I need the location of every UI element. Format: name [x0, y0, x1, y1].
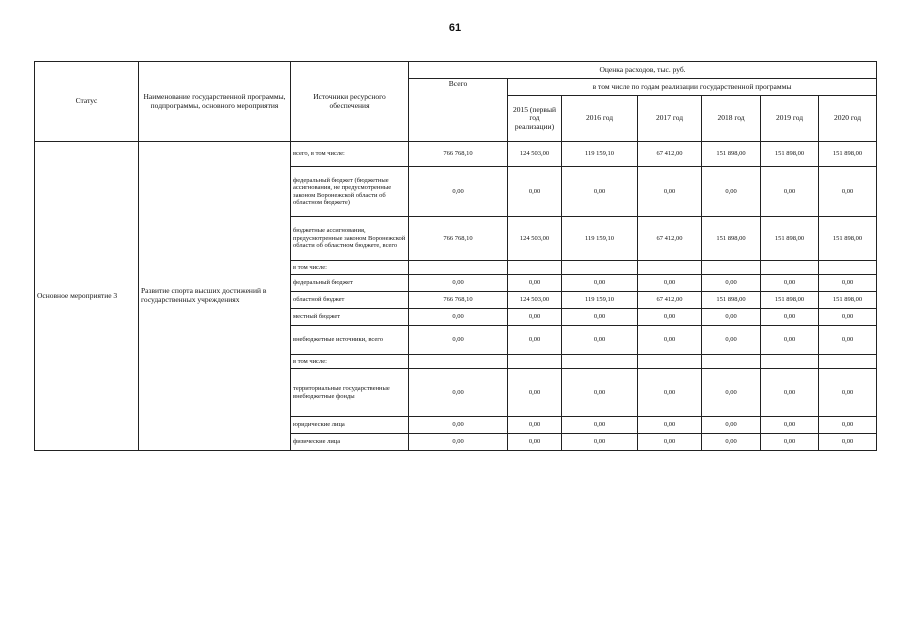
header-year: 2015 (первый год реализации)	[508, 96, 562, 142]
year-value-cell: 0,00	[638, 369, 702, 417]
year-value-cell: 151 898,00	[819, 292, 877, 309]
year-value-cell: 0,00	[562, 309, 638, 326]
year-value-cell: 119 159,10	[562, 217, 638, 261]
year-value-cell: 0,00	[819, 275, 877, 292]
year-value-cell: 0,00	[702, 417, 761, 434]
year-value-cell: 151 898,00	[761, 217, 819, 261]
year-value-cell: 0,00	[819, 309, 877, 326]
year-value-cell: 0,00	[761, 434, 819, 451]
source-cell: в том числе:	[291, 261, 409, 275]
year-value-cell: 0,00	[761, 309, 819, 326]
source-cell: в том числе:	[291, 355, 409, 369]
year-value-cell: 0,00	[819, 167, 877, 217]
year-value-cell: 0,00	[638, 326, 702, 355]
year-value-cell: 124 503,00	[508, 142, 562, 167]
year-value-cell: 0,00	[508, 167, 562, 217]
year-value-cell: 0,00	[638, 275, 702, 292]
header-status: Статус	[35, 62, 139, 142]
year-value-cell: 151 898,00	[819, 217, 877, 261]
year-value-cell: 0,00	[702, 309, 761, 326]
program-name-cell: Развитие спорта высших достижений в государственных учреждениях	[139, 142, 291, 451]
source-cell: местный бюджет	[291, 309, 409, 326]
year-value-cell: 0,00	[819, 326, 877, 355]
year-value-cell: 67 412,00	[638, 292, 702, 309]
year-value-cell: 0,00	[702, 369, 761, 417]
year-value-cell: 0,00	[819, 434, 877, 451]
year-value-cell: 0,00	[508, 417, 562, 434]
source-cell: федеральный бюджет (бюджетные ассигнования, не предусмотренные законом Воронежской области об областном бюджете)	[291, 167, 409, 217]
year-value-cell	[702, 355, 761, 369]
year-value-cell: 0,00	[761, 417, 819, 434]
year-value-cell: 0,00	[508, 369, 562, 417]
total-cell: 766 768,10	[409, 142, 508, 167]
year-value-cell	[819, 261, 877, 275]
header-year: 2016 год	[562, 96, 638, 142]
source-cell: всего, в том числе:	[291, 142, 409, 167]
year-value-cell	[508, 355, 562, 369]
year-value-cell: 0,00	[638, 434, 702, 451]
total-cell: 0,00	[409, 275, 508, 292]
header-year: 2019 год	[761, 96, 819, 142]
total-cell: 0,00	[409, 434, 508, 451]
year-value-cell: 0,00	[562, 434, 638, 451]
table-row	[35, 142, 877, 167]
header-year: 2018 год	[702, 96, 761, 142]
year-value-cell: 67 412,00	[638, 217, 702, 261]
year-value-cell: 0,00	[761, 275, 819, 292]
header-sources: Источники ресурсного обеспечения	[291, 62, 409, 142]
year-value-cell: 119 159,10	[562, 292, 638, 309]
year-value-cell: 0,00	[508, 326, 562, 355]
year-value-cell: 151 898,00	[702, 142, 761, 167]
year-value-cell: 0,00	[638, 167, 702, 217]
year-value-cell: 0,00	[702, 434, 761, 451]
total-cell: 0,00	[409, 369, 508, 417]
header-estimate: Оценка расходов, тыс. руб.	[409, 62, 877, 79]
year-value-cell: 124 503,00	[508, 292, 562, 309]
total-cell: 0,00	[409, 309, 508, 326]
budget-table	[34, 61, 877, 451]
year-value-cell: 151 898,00	[702, 217, 761, 261]
year-value-cell: 0,00	[702, 275, 761, 292]
total-cell: 766 768,10	[409, 292, 508, 309]
year-value-cell	[562, 355, 638, 369]
total-cell	[409, 261, 508, 275]
year-value-cell	[638, 261, 702, 275]
year-value-cell: 0,00	[702, 167, 761, 217]
year-value-cell	[702, 261, 761, 275]
year-value-cell	[819, 355, 877, 369]
year-value-cell: 124 503,00	[508, 217, 562, 261]
page-number: 61	[448, 22, 462, 34]
source-cell: территориальные государственные внебюджетные фонды	[291, 369, 409, 417]
year-value-cell: 0,00	[562, 326, 638, 355]
total-cell: 0,00	[409, 326, 508, 355]
year-value-cell: 0,00	[819, 417, 877, 434]
source-cell: бюджетные ассигнования, предусмотренные законом Воронежской области об областном бюджете, всего	[291, 217, 409, 261]
source-cell: юридические лица	[291, 417, 409, 434]
year-value-cell: 0,00	[638, 309, 702, 326]
year-value-cell: 0,00	[819, 369, 877, 417]
year-value-cell: 119 159,10	[562, 142, 638, 167]
year-value-cell: 67 412,00	[638, 142, 702, 167]
year-value-cell: 151 898,00	[819, 142, 877, 167]
header-total: Всего	[409, 79, 508, 142]
year-value-cell: 0,00	[761, 167, 819, 217]
year-value-cell: 0,00	[562, 369, 638, 417]
year-value-cell: 151 898,00	[702, 292, 761, 309]
year-value-cell	[562, 261, 638, 275]
source-cell: федеральный бюджет	[291, 275, 409, 292]
source-cell: внебюджетные источники, всего	[291, 326, 409, 355]
source-cell: физические лица	[291, 434, 409, 451]
year-value-cell: 0,00	[761, 369, 819, 417]
total-cell	[409, 355, 508, 369]
year-value-cell	[508, 261, 562, 275]
year-value-cell: 151 898,00	[761, 292, 819, 309]
total-cell: 766 768,10	[409, 217, 508, 261]
year-value-cell: 0,00	[508, 275, 562, 292]
year-value-cell	[761, 261, 819, 275]
year-value-cell: 0,00	[761, 326, 819, 355]
header-year: 2020 год	[819, 96, 877, 142]
total-cell: 0,00	[409, 167, 508, 217]
year-value-cell: 0,00	[562, 275, 638, 292]
header-by-years: в том числе по годам реализации государственной программы	[508, 79, 877, 96]
year-value-cell: 0,00	[638, 417, 702, 434]
year-value-cell: 0,00	[508, 309, 562, 326]
year-value-cell: 151 898,00	[761, 142, 819, 167]
year-value-cell	[761, 355, 819, 369]
total-cell: 0,00	[409, 417, 508, 434]
year-value-cell: 0,00	[562, 167, 638, 217]
year-value-cell: 0,00	[508, 434, 562, 451]
year-value-cell	[638, 355, 702, 369]
year-value-cell: 0,00	[562, 417, 638, 434]
header-name: Наименование государственной программы, подпрограммы, основного мероприятия	[139, 62, 291, 142]
status-cell: Основное мероприятие 3	[35, 142, 139, 451]
header-year: 2017 год	[638, 96, 702, 142]
source-cell: областной бюджет	[291, 292, 409, 309]
year-value-cell: 0,00	[702, 326, 761, 355]
